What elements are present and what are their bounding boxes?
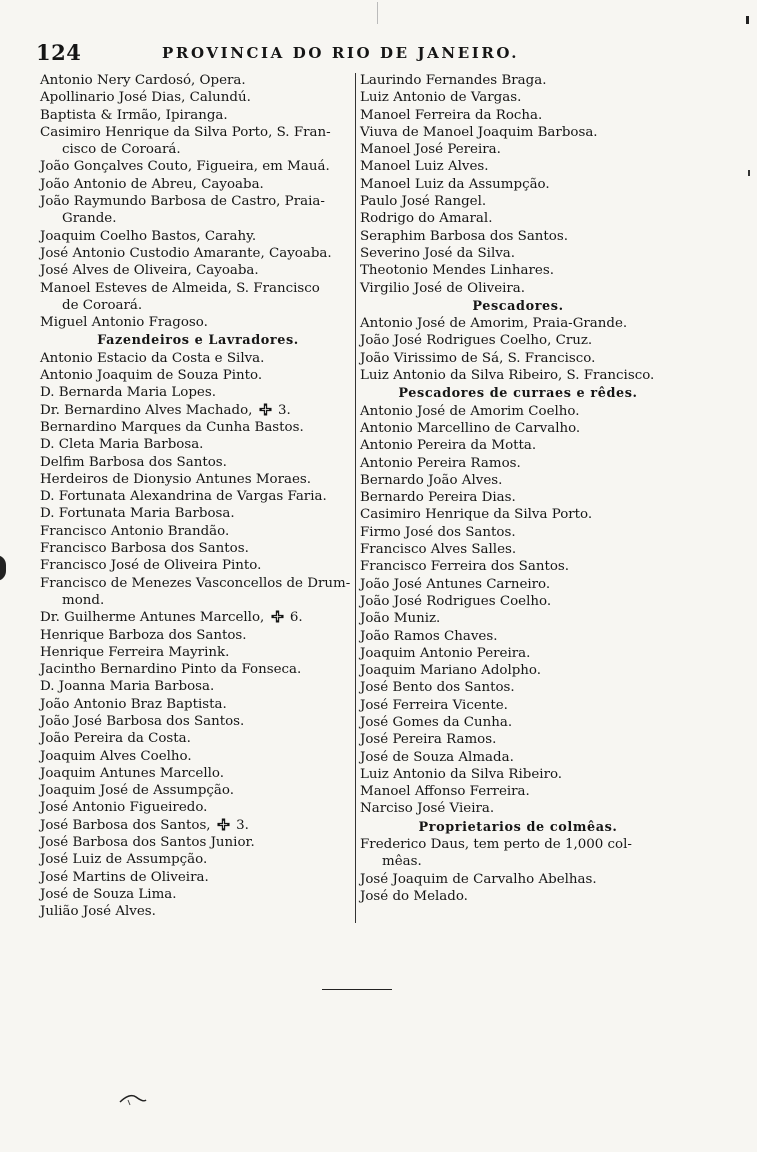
entry-text: Luiz Antonio da Silva Ribeiro, S. Francisco.: [360, 368, 655, 384]
list-entry: [360, 420, 676, 437]
entry-text: José Pereira Ramos.: [360, 732, 497, 748]
entry-text: José Bento dos Santos.: [360, 680, 515, 696]
entry-continuation: [40, 141, 356, 158]
list-entry: [360, 403, 676, 420]
list-entry: [40, 158, 356, 175]
entry-text: D. Joanna Maria Barbosa.: [40, 679, 215, 695]
list-entry: [360, 262, 676, 279]
list-entry: [360, 350, 676, 367]
list-entry: [40, 540, 356, 557]
entry-continuation: [40, 592, 356, 609]
cross-order-icon: [271, 610, 284, 623]
entry-text: José de Souza Lima.: [40, 886, 177, 902]
entry-text: José de Souza Almada.: [360, 749, 514, 765]
section-heading: Proprietarios de colmêas.: [418, 819, 618, 835]
running-head-title: PROVINCIA DO RIO DE JANEIRO.: [162, 44, 520, 62]
entry-text: João Muniz.: [360, 611, 441, 627]
entry-text: mond.: [62, 592, 105, 608]
list-entry: [40, 228, 356, 245]
section-heading: Pescadores.: [472, 298, 564, 314]
list-entry: [40, 903, 356, 920]
entry-text: Manoel Luiz da Assumpção.: [360, 176, 550, 192]
section-heading: Pescadores de curraes e rêdes.: [398, 386, 638, 402]
list-entry: [360, 506, 676, 523]
entry-text: Henrique Barboza dos Santos.: [40, 627, 247, 643]
list-entry: [360, 176, 676, 193]
list-entry: [40, 193, 356, 210]
list-entry: [360, 124, 676, 141]
entry-text: Joaquim Coelho Bastos, Carahy.: [40, 228, 257, 244]
entry-text: Manoel Ferreira da Rocha.: [360, 107, 543, 123]
list-entry: [40, 262, 356, 279]
entry-text: Bernardo Pereira Dias.: [360, 490, 516, 506]
entry-text: José Barbosa dos Santos Junior.: [40, 835, 255, 851]
entry-text: Severino José da Silva.: [360, 245, 516, 261]
list-entry: [40, 661, 356, 678]
left-column: [40, 72, 356, 921]
list-entry: [40, 419, 356, 436]
entry-text: D. Fortunata Alexandrina de Vargas Faria.: [40, 489, 327, 505]
entry-text: Casimiro Henrique da Silva Porto, S. Fran-: [40, 124, 331, 140]
entry-text: José Barbosa dos Santos,: [40, 817, 211, 833]
list-entry: [40, 72, 356, 89]
entry-text: Joaquim Mariano Adolpho.: [360, 663, 542, 679]
list-entry: [40, 575, 356, 592]
list-entry: [40, 314, 356, 331]
entry-text: Joaquim José de Assumpção.: [40, 783, 234, 799]
entry-suffix: 3.: [236, 817, 249, 833]
list-entry: [360, 158, 676, 175]
list-entry: [360, 871, 676, 888]
list-entry: [360, 141, 676, 158]
entry-text: João Virissimo de Sá, S. Francisco.: [360, 350, 596, 366]
entry-text: Francisco José de Oliveira Pinto.: [40, 558, 262, 574]
entry-text: Viuva de Manoel Joaquim Barbosa.: [360, 124, 598, 140]
list-entry: [40, 713, 356, 730]
entry-text: Joaquim Alves Coelho.: [40, 748, 192, 764]
entry-text: Jacintho Bernardino Pinto da Fonseca.: [40, 662, 302, 678]
column-divider: [355, 73, 356, 923]
list-entry: [360, 749, 676, 766]
entry-text: Francisco Barbosa dos Santos.: [40, 541, 249, 557]
list-entry: [40, 782, 356, 799]
entry-text: Casimiro Henrique da Silva Porto.: [360, 507, 593, 523]
list-entry: [40, 454, 356, 471]
list-entry: [360, 228, 676, 245]
list-entry: [360, 472, 676, 489]
ink-speck: [377, 2, 378, 24]
list-entry: [360, 72, 676, 89]
list-entry: [40, 730, 356, 747]
entry-text: Miguel Antonio Fragoso.: [40, 315, 208, 331]
cross-order-icon: [259, 403, 272, 416]
list-entry: [360, 610, 676, 627]
list-entry: [40, 436, 356, 453]
entry-text: João Raymundo Barbosa de Castro, Praia-: [40, 194, 325, 210]
entry-text: José Antonio Custodio Amarante, Cayoaba.: [40, 245, 332, 261]
entry-text: José Antonio Figueiredo.: [40, 800, 208, 816]
entry-text: Antonio Nery Cardosó, Opera.: [40, 73, 246, 88]
entry-text: Antonio Pereira Ramos.: [360, 455, 521, 471]
entry-text: Baptista & Irmão, Ipiranga.: [40, 107, 228, 123]
list-entry: [40, 523, 356, 540]
list-entry: [40, 245, 356, 262]
list-entry: [360, 662, 676, 679]
entry-text: João José Rodrigues Coelho, Cruz.: [360, 333, 593, 349]
list-entry: [40, 89, 356, 106]
entry-text: Virgilio José de Oliveira.: [360, 280, 526, 296]
ink-speck: [746, 16, 749, 24]
entry-text: Antonio Joaquim de Souza Pinto.: [40, 368, 263, 384]
entry-text: Dr. Bernardino Alves Machado,: [40, 402, 253, 418]
list-entry: [40, 367, 356, 384]
entry-text: Francisco Alves Salles.: [360, 542, 517, 558]
section-heading: Fazendeiros e Lavradores.: [97, 333, 299, 349]
list-entry: [40, 799, 356, 816]
entry-text: D. Fortunata Maria Barbosa.: [40, 506, 235, 522]
entry-text: João Gonçalves Couto, Figueira, em Mauá.: [40, 159, 330, 175]
list-entry: [360, 766, 676, 783]
entry-suffix: 6.: [289, 610, 303, 626]
entry-text: Manoel Luiz Alves.: [360, 159, 489, 175]
list-entry: [40, 696, 356, 713]
entry-text: mêas.: [382, 854, 422, 870]
ink-squiggle: [118, 1088, 148, 1108]
entry-text: João José Barbosa dos Santos.: [40, 713, 245, 729]
entry-suffix: 3.: [277, 402, 291, 418]
entry-text: Francisco de Menezes Vasconcellos de Drum-: [40, 575, 351, 591]
list-entry: [360, 524, 676, 541]
entry-text: Bernardo João Alves.: [360, 472, 503, 488]
entry-text: Henrique Ferreira Mayrink.: [40, 644, 230, 660]
entry-text: Antonio Marcellino de Carvalho.: [360, 420, 581, 436]
list-entry: [40, 488, 356, 505]
entry-text: cisco de Coroará.: [62, 142, 181, 158]
entry-text: Frederico Daus, tem perto de 1,000 col-: [360, 837, 632, 853]
ink-speck: [748, 170, 750, 176]
list-entry: [360, 193, 676, 210]
list-entry: [40, 124, 356, 141]
list-entry: [360, 280, 676, 297]
entry-text: José Gomes da Cunha.: [360, 714, 513, 730]
page-number: 124: [36, 40, 82, 65]
entry-text: Dr. Guilherme Antunes Marcello,: [40, 610, 265, 626]
entry-text: Antonio Estacio da Costa e Silva.: [40, 350, 265, 366]
list-entry: [360, 731, 676, 748]
entry-text: Delfim Barbosa dos Santos.: [40, 454, 227, 470]
entry-text: Antonio José de Amorim Coelho.: [360, 403, 580, 419]
list-entry: [360, 697, 676, 714]
list-entry: [40, 627, 356, 644]
list-entry: [360, 558, 676, 575]
list-entry: [40, 471, 356, 488]
entry-text: Narciso José Vieira.: [360, 801, 495, 817]
list-entry: [360, 210, 676, 227]
list-entry: [360, 315, 676, 332]
list-entry: [360, 836, 676, 853]
list-entry: [360, 679, 676, 696]
entry-text: José Martins de Oliveira.: [40, 869, 209, 885]
list-entry: [40, 402, 356, 419]
list-entry: [40, 505, 356, 522]
entry-text: Luiz Antonio de Vargas.: [360, 90, 522, 106]
entry-text: José Ferreira Vicente.: [360, 697, 508, 713]
entry-text: João José Antunes Carneiro.: [360, 576, 551, 592]
entry-text: José Joaquim de Carvalho Abelhas.: [360, 871, 597, 887]
entry-text: Firmo José dos Santos.: [360, 524, 516, 540]
entry-text: João Antonio Braz Baptista.: [40, 696, 227, 712]
list-entry: [40, 107, 356, 124]
end-rule: [322, 989, 392, 990]
list-entry: [360, 576, 676, 593]
entry-text: Antonio José de Amorim, Praia-Grande.: [360, 316, 628, 332]
entry-text: Theotonio Mendes Linhares.: [360, 263, 554, 279]
list-entry: [40, 851, 356, 868]
list-entry: [360, 107, 676, 124]
entry-text: Bernardino Marques da Cunha Bastos.: [40, 419, 304, 435]
entry-text: Rodrigo do Amaral.: [360, 211, 493, 227]
entry-text: João José Rodrigues Coelho.: [360, 593, 552, 609]
entry-text: Seraphim Barbosa dos Santos.: [360, 228, 568, 244]
list-entry: [40, 384, 356, 401]
list-entry: [360, 714, 676, 731]
list-entry: [40, 748, 356, 765]
entry-text: Apollinario José Dias, Calundú.: [40, 90, 251, 106]
entry-text: Antonio Pereira da Motta.: [360, 438, 537, 454]
list-entry: [40, 817, 356, 834]
list-entry: [360, 783, 676, 800]
list-entry: [360, 800, 676, 817]
list-entry: [40, 176, 356, 193]
entry-text: Paulo José Rangel.: [360, 194, 487, 210]
entry-text: Joaquim Antonio Pereira.: [360, 645, 531, 661]
entry-text: D. Bernarda Maria Lopes.: [40, 385, 216, 401]
list-entry: [360, 332, 676, 349]
entry-continuation: [40, 297, 356, 314]
list-entry: [40, 834, 356, 851]
entry-text: João Pereira da Costa.: [40, 731, 191, 747]
entry-text: Francisco Antonio Brandão.: [40, 523, 230, 539]
entry-text: Laurindo Fernandes Braga.: [360, 73, 547, 88]
list-entry: [360, 455, 676, 472]
list-entry: [40, 609, 356, 626]
list-entry: [360, 489, 676, 506]
entry-text: José Luiz de Assumpção.: [40, 852, 208, 868]
list-entry: [360, 367, 676, 384]
entry-text: José do Melado.: [360, 888, 468, 904]
list-entry: [360, 437, 676, 454]
list-entry: [360, 245, 676, 262]
list-entry: [360, 89, 676, 106]
entry-continuation: [40, 210, 356, 227]
entry-text: Julião José Alves.: [40, 904, 156, 920]
list-entry: [40, 557, 356, 574]
entry-text: Manoel José Pereira.: [360, 142, 501, 158]
entry-text: Manoel Esteves de Almeida, S. Francisco: [40, 280, 320, 296]
list-entry: [40, 869, 356, 886]
entry-text: D. Cleta Maria Barbosa.: [40, 437, 204, 453]
list-entry: [40, 886, 356, 903]
list-entry: [40, 765, 356, 782]
entry-text: João Ramos Chaves.: [360, 628, 498, 644]
ink-blot: [0, 555, 6, 581]
entry-text: Joaquim Antunes Marcello.: [40, 765, 224, 781]
entry-text: Herdeiros de Dionysio Antunes Moraes.: [40, 471, 312, 487]
list-entry: [360, 593, 676, 610]
entry-text: de Coroará.: [62, 297, 143, 313]
entry-text: Grande.: [62, 211, 117, 227]
entry-text: Luiz Antonio da Silva Ribeiro.: [360, 766, 563, 782]
list-entry: [360, 888, 676, 905]
list-entry: [40, 644, 356, 661]
entry-continuation: [360, 853, 676, 870]
cross-order-icon: [217, 818, 230, 831]
entry-text: João Antonio de Abreu, Cayoaba.: [40, 176, 264, 192]
right-column: [360, 72, 676, 905]
list-entry: [360, 645, 676, 662]
entry-text: Francisco Ferreira dos Santos.: [360, 559, 570, 575]
entry-text: Manoel Affonso Ferreira.: [360, 784, 530, 800]
list-entry: [40, 350, 356, 367]
list-entry: [40, 678, 356, 695]
list-entry: [360, 541, 676, 558]
list-entry: [40, 280, 356, 297]
entry-text: José Alves de Oliveira, Cayoaba.: [40, 263, 259, 279]
list-entry: [360, 628, 676, 645]
